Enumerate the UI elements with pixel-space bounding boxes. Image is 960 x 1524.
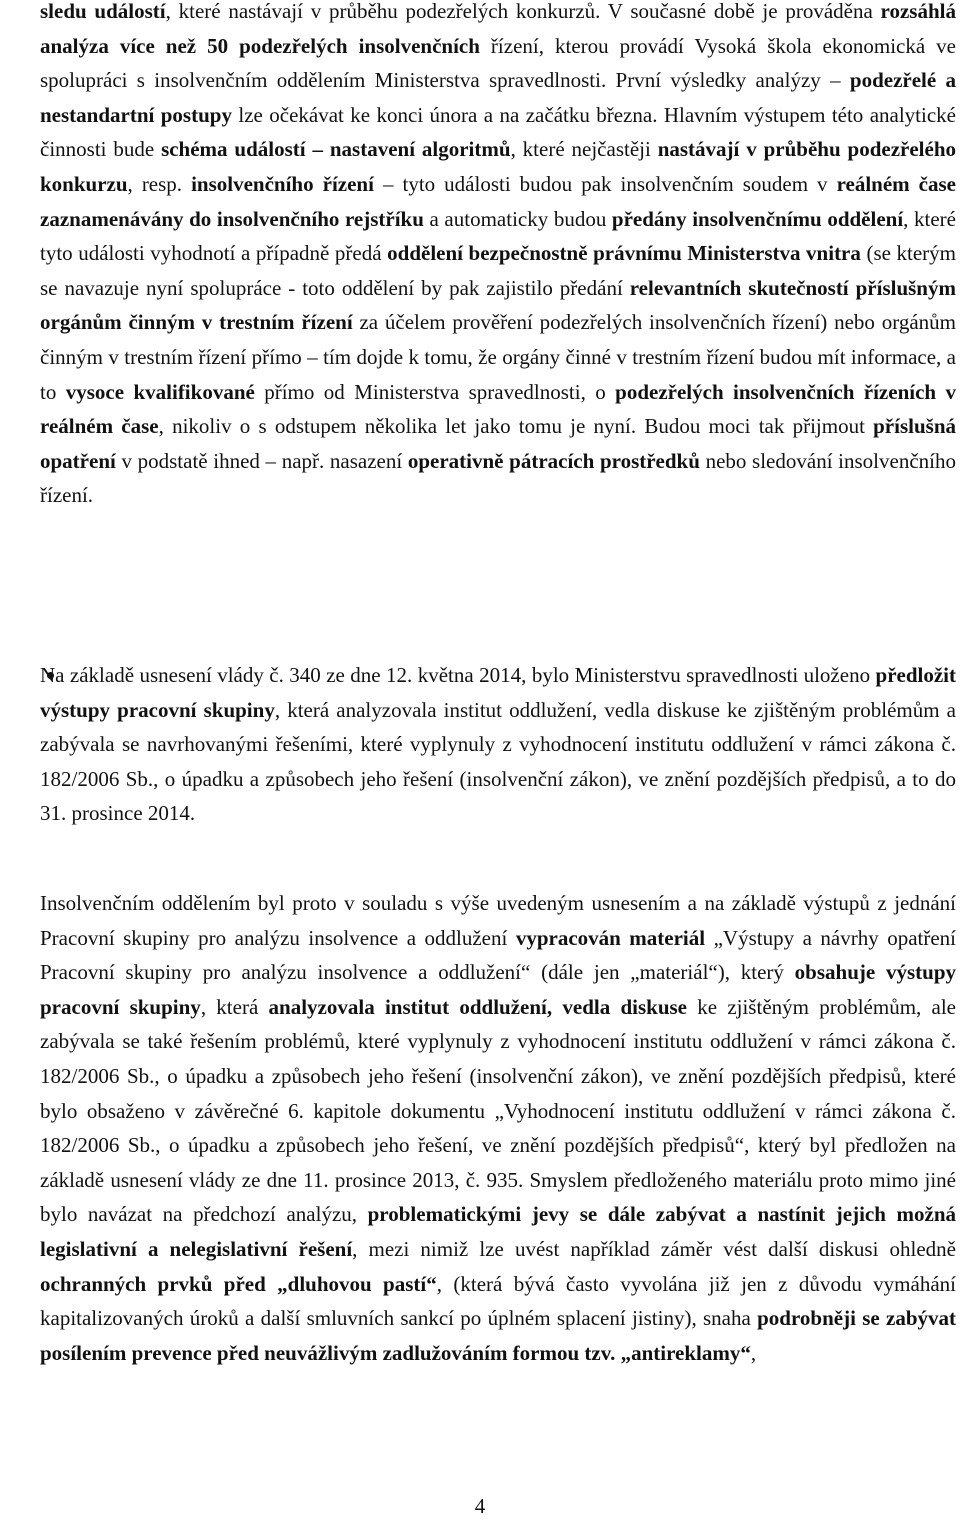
bold-text-run: oddělení bezpečnostně právnímu Ministerstva vnitra: [387, 241, 861, 266]
bold-text-run: ochranných prvků před „dluhovou pastí“: [40, 1271, 437, 1296]
bold-text-run: vysoce kvalifikované: [65, 379, 255, 404]
text-run: , (která bývá často vyvolána již jen z důvodu vymáhání kapitalizovaných úroků a další smluvních sankcí po úplném splacení jistiny), snaha: [40, 1271, 956, 1331]
text-run: „Výstupy a návrhy opatření Pracovní skupiny pro analýzu insolvence a oddlužení“ (dále jen „materiál“), který: [40, 925, 956, 985]
text-run: , mezi nimiž lze uvést například záměr vést další diskusi ohledně: [352, 1236, 956, 1261]
text-run: Insolvenčním oddělením byl proto v souladu s výše uvedeným usnesením a na základě výstupů z jednání Pracovní skupiny pro analýzu insolvence a oddlužení: [40, 891, 956, 950]
text-run: – tyto události budou pak insolvenčním soudem v: [373, 171, 837, 196]
text-run: , které nejčastěji: [510, 137, 658, 162]
page-number: 4: [474, 1494, 486, 1518]
bold-text-run: nastávají v průběhu podezřelého konkurzu: [40, 137, 957, 196]
bold-text-run: schéma událostí – nastavení algoritmů: [161, 137, 511, 162]
text-run: , nikoliv o s odstupem několika let jako tomu je nyní. Budou moci tak přijmout: [158, 414, 874, 439]
bold-text-run: podezřelé a nestandartní postupy: [40, 68, 956, 127]
text-run: přímo od Ministerstva spravedlnosti, o: [254, 379, 616, 404]
text-run: a automaticky budou: [423, 206, 612, 231]
bold-text-run: vypracován materiál: [515, 925, 706, 950]
bold-text-run: obsahuje výstupy pracovní skupiny: [40, 960, 956, 1019]
text-run: , resp.: [127, 171, 192, 196]
bold-text-run: operativně pátracích prostředků: [407, 448, 700, 473]
bold-text-run: insolvenčního řízení: [191, 171, 374, 196]
bold-text-run: předány insolvenčnímu oddělení: [611, 206, 904, 231]
text-run: (se kterým se navazuje nyní spolupráce - toto oddělení by pak zajistilo předání: [40, 241, 956, 300]
text-run: , která analyzovala institut oddlužení, vedla diskuse ke zjištěným problémům a zabývala se navrhovanými řešeními, které vyplynuly z vyhodnocení institutu oddlužení v rámci zákona č. 182/2006 Sb., o úpadku a způsobech jeho řešení (insolvenční zákon), ve znění pozdějších předpisů, a to do 31. prosince 2014.: [40, 697, 956, 826]
text-run: , které tyto události vyhodnotí a případně předá: [40, 206, 956, 266]
text-run: Na základě usnesení vlády č. 340 ze dne 12. května 2014, bylo Ministerstvu spravedlnosti uloženo: [40, 663, 876, 687]
bold-text-run: podrobněji se zabývat posílením prevence před neuvážlivým zadlužováním formou tzv. „antireklamy“: [40, 1306, 956, 1365]
paragraph-analysis: [40, 0, 956, 513]
bold-text-run: rozsáhlá analýza více než 50 podezřelých insolvenčních: [40, 0, 956, 58]
text-run: v podstatě ihned – např. nasazení: [115, 448, 408, 473]
text-run: ,: [750, 1340, 757, 1365]
bold-text-run: podezřelých insolvenčních řízeních v reálném čase: [40, 379, 956, 439]
text-run: za účelem prověření podezřelých insolvenčních řízení) nebo orgánům činným v trestním řízení přímo – tím dojde k tomu, že orgány činné v trestním řízení budou mít informace, a to: [40, 310, 956, 404]
text-run: nebo sledování insolvenčního řízení.: [40, 448, 956, 508]
bold-text-run: reálném čase zaznamenávány do insolvenčního rejstříku: [40, 171, 956, 231]
text-run: , která: [200, 994, 269, 1019]
bold-text-run: příslušná opatření: [40, 414, 956, 473]
bold-text-run: analyzovala institut oddlužení, vedla diskuse: [268, 994, 688, 1019]
bold-text-run: sledu událostí: [40, 0, 166, 23]
bold-text-run: předložit výstupy pracovní skupiny: [40, 663, 956, 722]
text-run: , které nastávají v průběhu podezřelých konkurzů. V současné době je prováděna: [165, 0, 881, 23]
bold-text-run: problematickými jevy se dále zabývat a nastínit jejich možná legislativní a nelegislativní řešení: [40, 1202, 956, 1261]
bold-text-run: relevantních skutečností příslušným orgánům činným v trestním řízení: [40, 275, 956, 335]
text-run: lze očekávat ke konci února a na začátku března. Hlavním výstupem této analytické činnosti bude: [40, 102, 956, 162]
paragraph-government-resolution: [40, 658, 956, 831]
text-run: řízení, kterou provádí Vysoká škola ekonomická ve spolupráci s insolvenčním oddělením Ministerstva spravedlnosti. První výsledky analýzy –: [40, 33, 956, 93]
text-run: ke zjištěným problémům, ale zabývala se také řešením problémů, které vyplynuly z vyhodnocení institutu oddlužení v rámci zákona č. 182/2006 Sb., o úpadku a způsobech jeho řešení (insolvenční zákon), ve znění pozdějších předpisů, které bylo obsaženo v závěrečné 6. kapitole dokumentu „Vyhodnocení institutu oddlužení v rámci zákona č. 182/2006 Sb., o úpadku a způsobech jeho řešení, ve znění pozdějších předpisů“, který byl předložen na základě usnesení vlády ze dne 11. prosince 2013, č. 935. Smyslem předloženého materiálu proto mimo jiné bylo navázat na předchozí analýzu,: [40, 994, 957, 1227]
paragraph-insolvency-department: [40, 886, 956, 1370]
